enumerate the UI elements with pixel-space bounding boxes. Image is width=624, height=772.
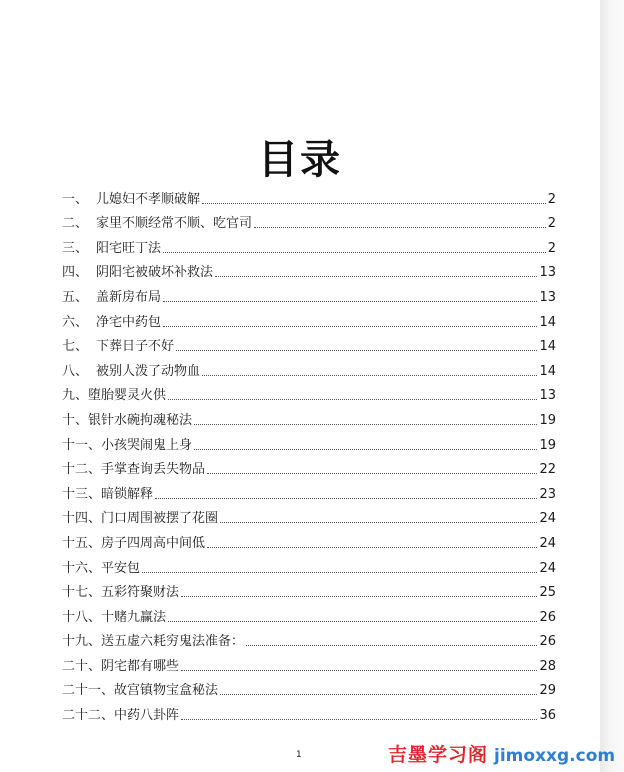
toc-dot-leader	[155, 498, 537, 499]
toc-entry[interactable]	[62, 355, 556, 380]
toc-entry-number: 十、	[62, 412, 89, 428]
toc-entry[interactable]	[62, 577, 556, 602]
toc-entry-title: 阴宅都有哪些	[101, 658, 180, 674]
toc-entry-title: 阴阳宅被破坏补救法	[96, 265, 214, 281]
toc-entry-title: 被别人泼了动物血	[96, 363, 201, 379]
toc-entry-page: 22	[539, 462, 556, 478]
toc-entry-page: 13	[539, 388, 556, 404]
toc-dot-leader	[220, 522, 537, 523]
toc-entry-page: 28	[539, 658, 556, 674]
page-number: 1	[296, 750, 302, 760]
toc-entry-title: 十赌九赢法	[101, 609, 167, 625]
toc-dot-leader	[181, 719, 537, 720]
toc-entry[interactable]	[62, 331, 556, 356]
toc-entry-page: 29	[539, 683, 556, 699]
toc-entry-title: 手掌查询丢失物品	[101, 462, 206, 478]
toc-entry-title: 净宅中药包	[96, 314, 162, 330]
toc-dot-leader	[202, 375, 537, 376]
toc-entry-number: 十六、	[62, 560, 102, 576]
toc-entry-number: 五、	[62, 289, 89, 305]
toc-entry-page: 13	[539, 289, 556, 305]
toc-entry[interactable]	[62, 380, 556, 405]
toc-entry[interactable]	[62, 454, 556, 479]
toc-entry-title: 中药八卦阵	[114, 708, 180, 724]
toc-entry-page: 23	[539, 486, 556, 502]
toc-entry[interactable]	[62, 527, 556, 552]
toc-entry-number: 三、	[62, 240, 89, 256]
toc-entry-page: 26	[539, 609, 556, 625]
toc-dot-leader	[194, 449, 537, 450]
toc-dot-leader	[168, 621, 537, 622]
toc-entry-number: 四、	[62, 265, 89, 281]
toc-entry-title: 小孩哭闹鬼上身	[101, 437, 193, 453]
toc-entry-number: 十七、	[62, 585, 102, 601]
toc-entry-title: 堕胎婴灵火供	[88, 388, 167, 404]
toc-entry-page: 19	[539, 412, 556, 428]
toc-entry-title: 银针水碗拘魂秘法	[88, 412, 193, 428]
toc-entry-number: 二、	[62, 216, 89, 232]
toc-entry-title: 平安包	[101, 560, 141, 576]
toc-entry[interactable]	[62, 257, 556, 282]
toc-dot-leader	[181, 596, 537, 597]
toc-entry-number: 十四、	[62, 511, 102, 527]
toc-entry-page: 2	[547, 216, 556, 232]
toc-dot-leader	[163, 252, 546, 253]
toc-entry-number: 十九、	[62, 634, 102, 650]
toc-dot-leader	[176, 350, 537, 351]
toc-entry-number: 十三、	[62, 486, 102, 502]
toc-entry[interactable]	[62, 552, 556, 577]
watermark	[388, 740, 615, 767]
toc-entry-title: 房子四周高中间低	[101, 535, 206, 551]
toc-entry-title: 家里不顺经常不顺、吃官司	[96, 216, 253, 232]
toc-entry-title: 阳宅旺丁法	[96, 240, 162, 256]
toc-entry-number: 九、	[62, 388, 89, 404]
toc-entry-title: 暗锁解释	[101, 486, 154, 502]
toc-entry-page: 19	[539, 437, 556, 453]
toc-entry-page: 14	[539, 314, 556, 330]
toc-dot-leader	[207, 473, 537, 474]
toc-entry[interactable]	[62, 675, 556, 700]
toc-entry[interactable]	[62, 183, 556, 208]
toc-entry-number: 二十二、	[62, 708, 115, 724]
toc-entry-number: 一、	[62, 191, 89, 207]
toc-entry[interactable]	[62, 232, 556, 257]
toc-dot-leader	[163, 326, 537, 327]
toc-entry-page: 13	[539, 265, 556, 281]
toc-entry-title: 门口周围被摆了花圈	[101, 511, 219, 527]
toc-entry-title: 故宫镇物宝盒秘法	[114, 683, 219, 699]
toc-entry[interactable]	[62, 208, 556, 233]
toc-dot-leader	[207, 547, 537, 548]
toc-entry-title: 五彩符聚财法	[101, 585, 180, 601]
toc-entry-number: 七、	[62, 339, 89, 355]
toc-entry-page: 14	[539, 363, 556, 379]
toc-entry-page: 24	[539, 511, 556, 527]
toc-entry-number: 二十、	[62, 658, 102, 674]
toc-entry[interactable]	[62, 429, 556, 454]
toc-dot-leader	[194, 424, 537, 425]
toc-entry-page: 36	[539, 708, 556, 724]
toc-entry-number: 八、	[62, 363, 89, 379]
toc-entry[interactable]	[62, 503, 556, 528]
toc-entry[interactable]	[62, 306, 556, 331]
page-edge-shadow	[600, 0, 624, 772]
toc-entry-page: 2	[547, 240, 556, 256]
toc-dot-leader	[163, 301, 537, 302]
document-title: 目录	[258, 137, 342, 183]
watermark-chinese: 吉墨学习阁	[388, 744, 489, 766]
toc-entry-number: 十二、	[62, 462, 102, 478]
toc-dot-leader	[202, 203, 546, 204]
toc-dot-leader	[142, 572, 537, 573]
toc-entry-page: 26	[539, 634, 556, 650]
toc-dot-leader	[181, 670, 537, 671]
toc-entry-page: 24	[539, 560, 556, 576]
toc-entry[interactable]	[62, 404, 556, 429]
toc-entry-page: 2	[547, 191, 556, 207]
toc-entry-page: 24	[539, 535, 556, 551]
toc-entry-number: 十八、	[62, 609, 102, 625]
toc-entry-page: 14	[539, 339, 556, 355]
toc-entry[interactable]	[62, 281, 556, 306]
toc-entry[interactable]	[62, 478, 556, 503]
toc-dot-leader	[220, 694, 537, 695]
toc-entry-title: 盖新房布局	[96, 289, 162, 305]
toc-entry-title: 儿媳妇不孝顺破解	[96, 191, 201, 207]
watermark-domain: jimoxxg.com	[494, 746, 616, 766]
toc-entry[interactable]	[62, 626, 556, 651]
toc-entry-title: 送五虚六耗穷鬼法准备：	[101, 634, 245, 650]
toc-entry-number: 六、	[62, 314, 89, 330]
toc-entry-number: 十五、	[62, 535, 102, 551]
toc-dot-leader	[246, 645, 537, 646]
toc-entry-number: 十一、	[62, 437, 102, 453]
toc-entry-title: 下葬日子不好	[96, 339, 175, 355]
toc-entry[interactable]	[62, 650, 556, 675]
toc-entry-page: 25	[539, 585, 556, 601]
toc-entry[interactable]	[62, 699, 556, 724]
toc-entry-number: 二十一、	[62, 683, 115, 699]
toc-dot-leader	[254, 227, 546, 228]
toc-dot-leader	[215, 276, 537, 277]
toc-entry[interactable]	[62, 601, 556, 626]
table-of-contents	[62, 183, 556, 724]
toc-dot-leader	[168, 399, 537, 400]
